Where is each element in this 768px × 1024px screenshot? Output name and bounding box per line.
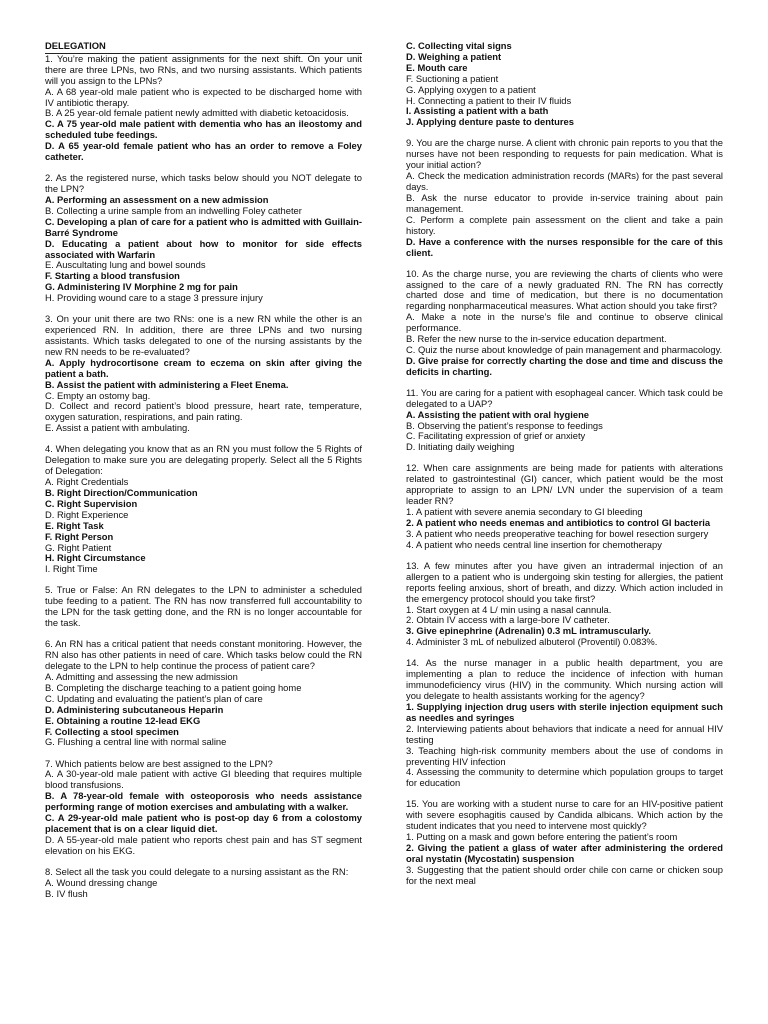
text-line: 15. You are working with a student nurse to care for an HIV-positive patient with severe esophagitis caused by Candida albicans. Which action by the student indicates that you need to intervene most quickly? — [406, 798, 723, 832]
text-line: 12. When care assignments are being made for patients with alterations related to gastrointestinal (GI) cancer, which patient would be the most appropriate to assign to an LPN/ LVN under the supervision of a team leader RN? — [406, 462, 723, 507]
answer-line-bold: A. Performing an assessment on a new admission — [45, 193, 269, 205]
text-line: 1. Putting on a mask and gown before entering the patient’s room — [406, 831, 678, 843]
answer-line-bold: F. Right Person — [45, 530, 114, 542]
answer-line-bold: C. A 29-year-old male patient who is post-op day 6 from a colostomy placement that is on a clear liquid diet. — [45, 812, 362, 834]
answer-line-bold: C. Collecting vital signs — [406, 40, 512, 51]
answer-line-bold: A. Assisting the patient with oral hygiene — [406, 408, 590, 420]
answer-line-bold: F. Collecting a stool specimen — [45, 725, 179, 737]
text-line: B. Collecting a urine sample from an indwelling Foley catheter — [45, 204, 302, 216]
text-line: C. Facilitating expression of grief or anxiety — [406, 430, 586, 442]
text-line: B. Completing the discharge teaching to a patient going home — [45, 681, 302, 693]
answer-line-bold: D. Weighing a patient — [406, 50, 502, 62]
text-line: A. Wound dressing change — [45, 876, 158, 888]
text-line: 1. Start oxygen at 4 L/ min using a nasal cannula. — [406, 603, 612, 615]
text-line: 2. Obtain IV access with a large-bore IV catheter. — [406, 614, 610, 626]
text-line: C. Perform a complete pain assessment on the client and take a pain history. — [406, 213, 723, 236]
text-line: 3. On your unit there are two RNs: one is a new RN while the other is an experienced RN. In addition, there are three LPNs and two nursing assistants. Which tasks delegated to one of the nursing assistants by the new RN needs to be re-evaluated? — [45, 313, 362, 357]
text-line: A. Admitting and assessing the new admission — [45, 670, 238, 682]
text-line: 4. When delegating you know that as an RN you must follow the 5 Rights of Delegation to make sure you are delegating properly. Select all the 5 Rights of Delegation: — [45, 443, 362, 477]
answer-line-bold: H. Right Circumstance — [45, 552, 146, 564]
text-line: E. Auscultating lung and bowel sounds — [45, 259, 206, 271]
answer-line-bold: E. Mouth care — [406, 61, 468, 73]
answer-line-bold: 1. Supplying injection drug users with sterile injection equipment such as needles and syringes — [406, 700, 723, 723]
text-line: 3. A patient who needs preoperative teaching for bowel resection surgery — [406, 527, 709, 539]
answer-line-bold: C. Right Supervision — [45, 497, 138, 509]
answer-line-bold: D. A 65 year-old female patient who has an order to remove a Foley catheter. — [45, 140, 362, 163]
text-line: C. Updating and evaluating the patient’s plan of care — [45, 692, 263, 704]
right-column — [406, 41, 723, 887]
answer-line-bold: F. Starting a blood transfusion — [45, 270, 180, 282]
text-line: F. Suctioning a patient — [406, 72, 499, 84]
text-line: 4. Administer 3 mL of nebulized albuterol (Proventil) 0.083%. — [406, 636, 658, 648]
text-line: 7. Which patients below are best assigned to the LPN? — [45, 757, 273, 769]
text-line: D. Collect and record patient’s blood pressure, heart rate, temperature, oxygen saturation, respirations, and pain rating. — [45, 400, 362, 423]
text-line: A. Right Credentials — [45, 476, 129, 488]
text-line: 11. You are caring for a patient with esophageal cancer. Which task could be delegated to a UAP? — [406, 386, 723, 409]
answer-line-bold: D. Have a conference with the nurses responsible for the care of this client. — [406, 235, 723, 258]
paragraph-gap — [45, 748, 362, 758]
text-line: 3. Suggesting that the patient should order chile con carne or chicken soup for the next meal — [406, 863, 723, 886]
answer-line-bold: I. Assisting a patient with a bath — [406, 105, 549, 117]
answer-line-bold: B. Assist the patient with administering a Fleet Enema. — [45, 378, 289, 390]
text-line: A. A 30-year-old male patient with active GI bleeding that requires multiple blood transfusions. — [45, 768, 362, 791]
text-line: I. Right Time — [45, 563, 98, 575]
text-line: D. Initiating daily weighing — [406, 441, 515, 453]
text-line: 5. True or False: An RN delegates to the LPN to administer a scheduled tube feeding to a patient. The RN has now transferred full accountability to the LPN for the task getting done, and the RN is no longer accountable for the task. — [45, 584, 362, 629]
text-line: B. Observing the patient’s response to feedings — [406, 419, 603, 431]
text-line: C. Empty an ostomy bag. — [45, 389, 151, 401]
answer-line-bold: 2. Giving the patient a glass of water after administering the ordered oral nystatin (Mycostatin) suspension — [406, 842, 723, 864]
text-line: 8. Select all the task you could delegate to a nursing assistant as the RN: — [45, 865, 349, 877]
answer-line-bold: B. A 78-year-old female with osteoporosis who needs assistance performing range of motion exercises and ambulating with a walker. — [45, 790, 362, 813]
answer-line-bold: C. A 75 year-old male patient with dementia who has an ileostomy and scheduled tube feedings. — [45, 118, 362, 141]
answer-line-bold: E. Right Task — [45, 519, 104, 531]
text-line: G. Flushing a central line with normal saline — [45, 736, 227, 748]
text-line: B. IV flush — [45, 887, 88, 899]
text-line: G. Applying oxygen to a patient — [406, 83, 536, 95]
text-line: 2. Interviewing patients about behaviors that indicate a need for annual HIV testing — [406, 722, 723, 745]
text-line: H. Providing wound care to a stage 3 pressure injury — [45, 292, 263, 304]
text-line: D. A 55-year-old male patient who reports chest pain and has ST segment elevation on his EKG. — [45, 833, 362, 856]
text-line: C. Quiz the nurse about knowledge of pain management and pharmacology. — [406, 343, 723, 355]
text-line: G. Right Patient — [45, 541, 112, 553]
answer-line-bold: G. Administering IV Morphine 2 mg for pain — [45, 281, 238, 293]
text-line: B. Ask the nurse educator to provide in-service training about pain management. — [406, 191, 723, 214]
document-title: DELEGATION — [45, 40, 106, 51]
text-line: 3. Teaching high-risk community members about the use of condoms in preventing HIV infection — [406, 744, 723, 767]
answer-line-bold: D. Educating a patient about how to monitor for side effects associated with Warfarin — [45, 237, 362, 260]
answer-line-bold: D. Administering subcutaneous Heparin — [45, 703, 224, 715]
left-column-body — [45, 54, 362, 900]
text-line: A. Make a note in the nurse’s file and continue to observe clinical performance. — [406, 311, 723, 334]
text-line: 10. As the charge nurse, you are reviewing the charts of clients who were assigned to the care of a newly graduated RN. The RN has correctly charted dose and time of medication, but there is no documentation regarding nonpharmaceutical measures. What action should you take first? — [406, 267, 723, 312]
text-line: H. Connecting a patient to their IV fluids — [406, 94, 572, 106]
left-column — [45, 41, 362, 900]
right-column-body — [406, 41, 723, 887]
text-line: D. Right Experience — [45, 508, 129, 520]
text-line: 4. A patient who needs central line insertion for chemotherapy — [406, 538, 662, 550]
answer-line-bold: A. Apply hydrocortisone cream to eczema on skin after giving the patient a bath. — [45, 356, 362, 379]
answer-line-bold: 3. Give epinephrine (Adrenalin) 0.3 mL intramuscularly. — [406, 625, 652, 637]
text-line: 6. An RN has a critical patient that needs constant monitoring. However, the RN also has other patients in need of care. Which tasks below could the RN delegate to the LPN to help continue the process of patient care? — [45, 638, 362, 672]
text-line: 9. You are the charge nurse. A client with chronic pain reports to you that the nurses have not been responding to requests for pain medication. What is your initial action? — [406, 137, 723, 171]
answer-line-bold: D. Give praise for correctly charting the dose and time and discuss the deficits in charting. — [406, 354, 723, 377]
text-line: 2. As the registered nurse, which tasks below should you NOT delegate to the LPN? — [45, 172, 362, 195]
text-line: E. Assist a patient with ambulating. — [45, 422, 190, 434]
text-line: A. Check the medication administration records (MARs) for the past several days. — [406, 170, 723, 193]
answer-line-bold: B. Right Direction/Communication — [45, 487, 198, 498]
answer-line-bold: J. Applying denture paste to dentures — [406, 116, 574, 128]
text-line: B. A 25 year-old female patient newly admitted with diabetic ketoacidosis. — [45, 107, 349, 119]
answer-line-bold: E. Obtaining a routine 12-lead EKG — [45, 714, 201, 726]
text-line: 13. A few minutes after you have given an intradermal injection of an allergen to a patient who is undergoing skin testing for allergies, the patient reports feeling anxious, short of breath, and dizzy. Which action included in the emergency protocol should you take first? — [406, 559, 723, 604]
answer-line-bold: 2. A patient who needs enemas and antibiotics to control GI bacteria — [406, 517, 711, 528]
text-line: 4. Assessing the community to determine which population groups to target for education — [406, 766, 723, 789]
answer-line-bold: C. Developing a plan of care for a patient who is admitted with Guillain-Barré Syndrome — [45, 215, 362, 238]
text-line: 1. You’re making the patient assignments for the next shift. On your unit there are three LPNs, two RNs, and two nursing assistants. Which patients will you assign to the LPNs? — [45, 52, 362, 86]
text-line: 14. As the nurse manager in a public health department, you are implementing a plan to reduce the incidence of infection with human immunodeficiency virus (HIV) in the community. Which nursing action will you delegate to health assistants working for the agency? — [406, 657, 723, 702]
text-line: 1. A patient with severe anemia secondary to GI bleeding — [406, 506, 643, 518]
text-line: B. Refer the new nurse to the in-service education department. — [406, 333, 667, 345]
text-line: A. A 68 year-old male patient who is expected to be discharged home with IV antibiotic therapy. — [45, 85, 362, 108]
